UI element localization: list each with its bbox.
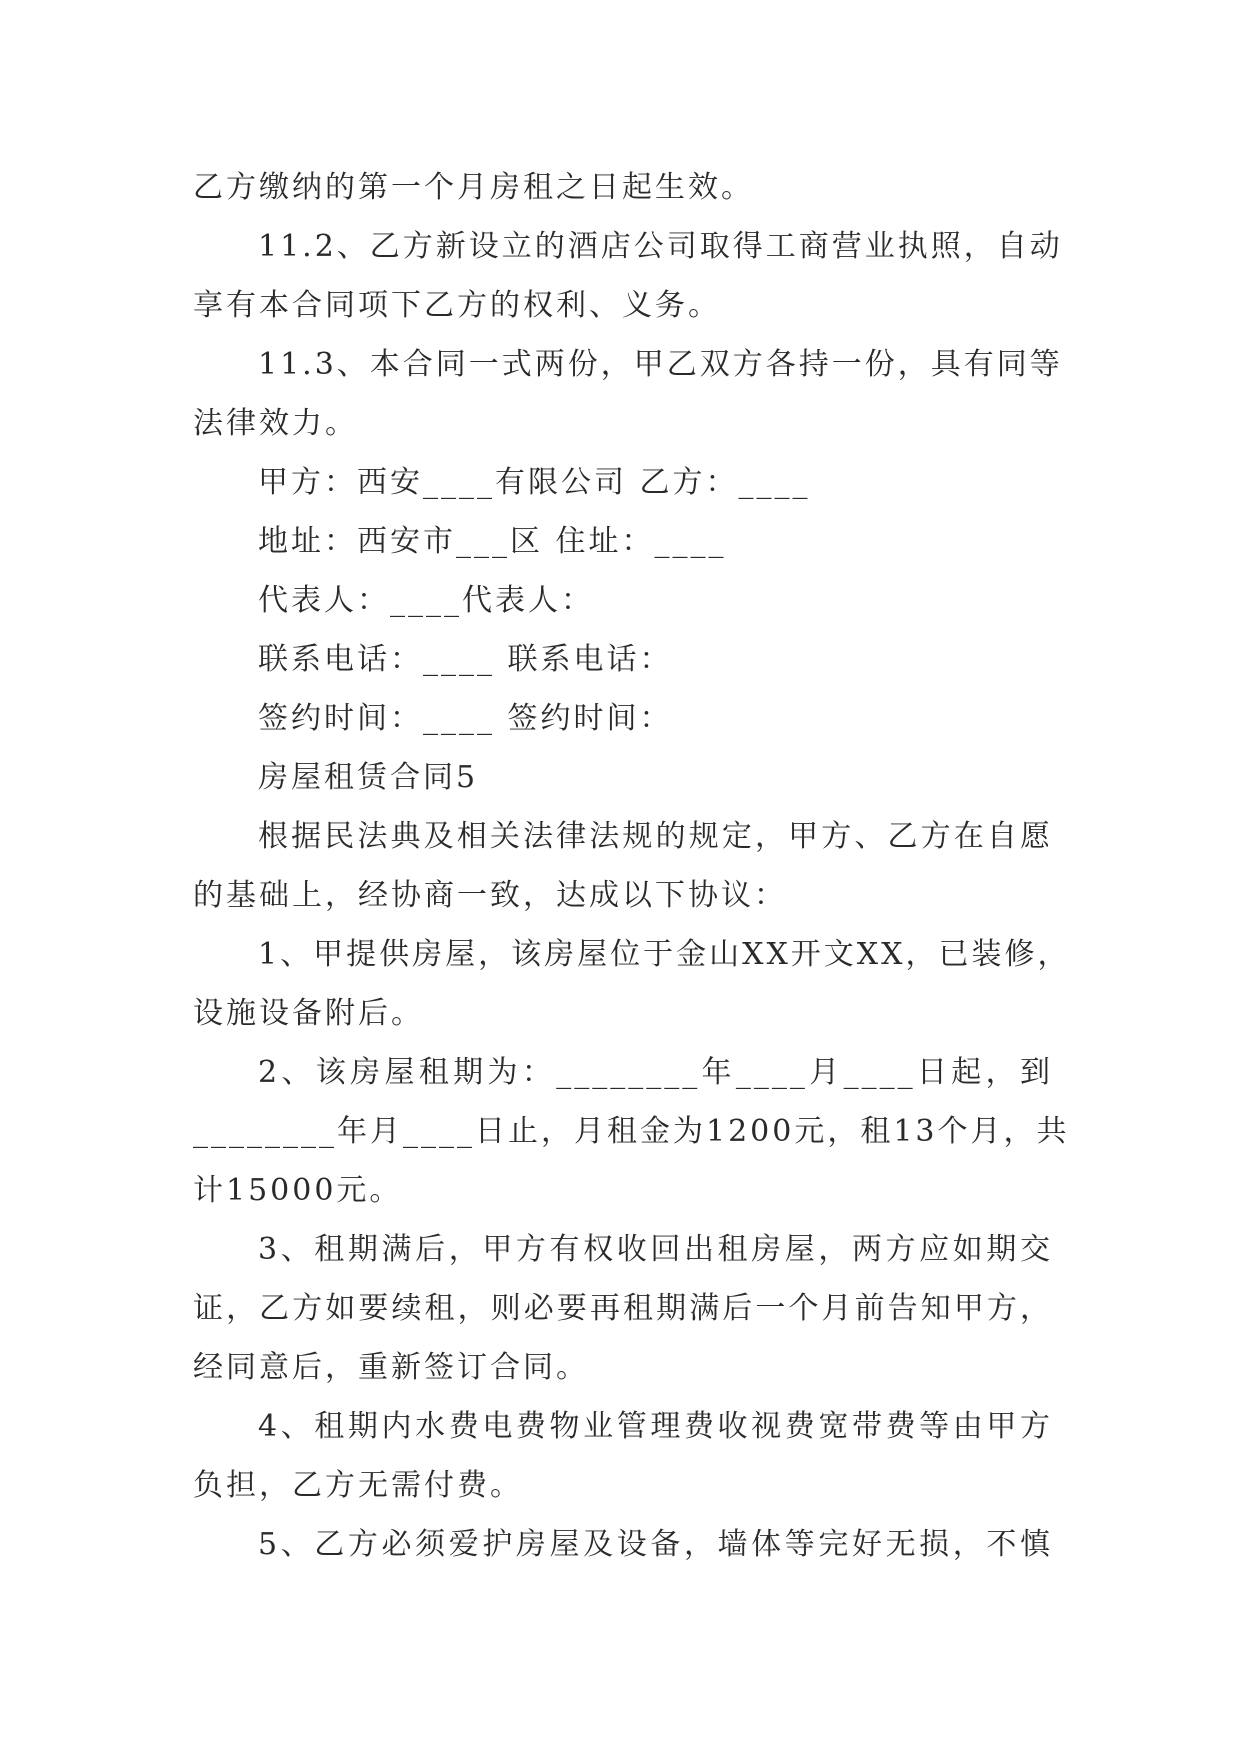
- text-line: ________年月____日止，月租金为1200元，租13个月，共: [193, 1114, 1070, 1149]
- signature-line-phone: 联系电话：____ 联系电话：: [258, 642, 673, 677]
- text-line: 3、租期满后，甲方有权收回出租房屋，两方应如期交: [258, 1232, 1053, 1267]
- signature-line-party: 甲方：西安____有限公司 乙方：____: [258, 465, 811, 500]
- text-line: 11.2、乙方新设立的酒店公司取得工商营业执照，自动: [258, 229, 1063, 264]
- section-heading: 房屋租赁合同5: [258, 760, 479, 795]
- text-line: 根据民法典及相关法律法规的规定，甲方、乙方在自愿: [258, 819, 1053, 854]
- text-line: 负担，乙方无需付费。: [193, 1468, 523, 1503]
- text-line: 设施设备附后。: [193, 996, 424, 1031]
- signature-line-date: 签约时间：____ 签约时间：: [258, 701, 673, 736]
- text-line: 2、该房屋租期为：________年____月____日起，到: [258, 1055, 1053, 1090]
- signature-line-representative: 代表人：____代表人：: [258, 583, 594, 618]
- text-line: 4、租期内水费电费物业管理费收视费宽带费等由甲方: [258, 1409, 1053, 1444]
- text-line: 11.3、本合同一式两份，甲乙双方各持一份，具有同等: [258, 347, 1063, 382]
- text-line: 证，乙方如要续租，则必要再租期满后一个月前告知甲方，: [193, 1291, 1053, 1326]
- text-line: 5、乙方必须爱护房屋及设备，墙体等完好无损，不慎: [258, 1527, 1053, 1562]
- text-line: 的基础上，经协商一致，达成以下协议：: [193, 878, 787, 913]
- document-body: [193, 158, 1071, 1574]
- text-line: 经同意后，重新签订合同。: [193, 1350, 589, 1385]
- signature-line-address: 地址：西安市___区 住址：____: [258, 524, 727, 559]
- text-line: 计15000元。: [193, 1173, 403, 1208]
- text-line: 法律效力。: [193, 406, 358, 441]
- text-line: 享有本合同项下乙方的权利、义务。: [193, 288, 721, 323]
- text-line: 1、甲提供房屋，该房屋位于金山XX开文XX，已装修，: [258, 937, 1071, 972]
- text-line: 乙方缴纳的第一个月房租之日起生效。: [193, 170, 754, 205]
